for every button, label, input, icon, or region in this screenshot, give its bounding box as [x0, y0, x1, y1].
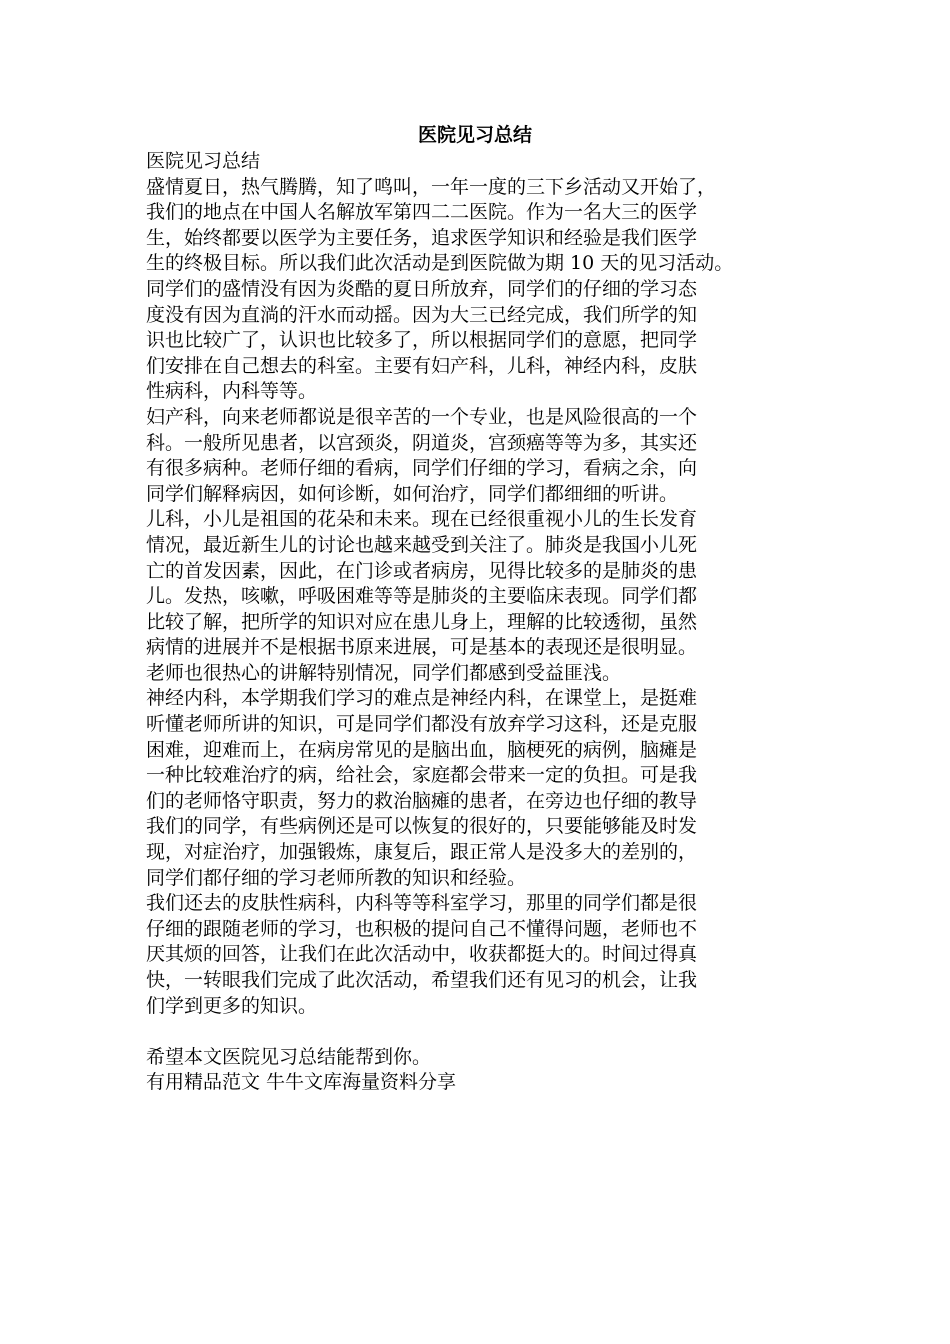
text-line: 们学到更多的知识。 — [146, 994, 318, 1017]
text-line: 性病科，内科等等。 — [146, 380, 318, 403]
text-line: 我们还去的皮肤性病科，内科等等科室学习，那里的同学们都是很 — [146, 892, 698, 915]
text-line: 生，始终都要以医学为主要任务，追求医学知识和经验是我们医学 — [146, 226, 698, 249]
text-line: 有很多病种。老师仔细的看病，同学们仔细的学习，看病之余，向 — [146, 457, 698, 480]
text-line: 病情的进展并不是根据书原来进展，可是基本的表现还是很明显。 — [146, 636, 698, 659]
text-line: 一种比较难治疗的病，给社会，家庭都会带来一定的负担。可是我 — [146, 764, 698, 787]
text-line: 妇产科，向来老师都说是很辛苦的一个专业，也是风险很高的一个 — [146, 405, 698, 428]
text-line: 医院见习总结 — [146, 150, 261, 172]
text-line: 盛情夏日，热气腾腾，知了鸣叫，一年一度的三下乡活动又开始了， — [146, 175, 717, 198]
text-line: 我们的地点在中国人名解放军第四二二医院。作为一名大三的医学 — [146, 201, 698, 224]
text-line: 同学们解释病因，如何诊断，如何治疗，同学们都细细的听讲。 — [146, 482, 679, 505]
blank-line — [146, 1019, 816, 1045]
text-line: 同学们的盛情没有因为炎酷的夏日所放弃，同学们的仔细的学习态 — [146, 277, 698, 300]
text-line: 困难，迎难而上，在病房常见的是脑出血，脑梗死的病例，脑瘫是 — [146, 738, 698, 761]
text-line: 比较了解，把所学的知识对应在患儿身上，理解的比较透彻，虽然 — [146, 610, 698, 633]
text-line: 神经内科，本学期我们学习的难点是神经内科，在课堂上，是挺难 — [146, 687, 698, 710]
text-line: 亡的首发因素，因此，在门诊或者病房，见得比较多的是肺炎的患 — [146, 559, 698, 582]
document-title: 医院见习总结 — [417, 124, 532, 146]
text-line: 度没有因为直淌的汗水而动摇。因为大三已经完成，我们所学的知 — [146, 303, 698, 326]
text-line: 们的老师恪守职责，努力的救治脑瘫的患者，在旁边也仔细的教导 — [146, 789, 698, 812]
text-line: 科。一般所见患者，以宫颈炎，阴道炎，宫颈癌等等为多，其实还 — [146, 431, 698, 454]
text-line: 希望本文医院见习总结能帮到你。 — [146, 1045, 432, 1068]
document-body — [146, 149, 816, 1096]
text-line: 们安排在自己想去的科室。主要有妇产科，儿科，神经内科，皮肤 — [146, 354, 698, 377]
text-line: 现，对症治疗，加强锻炼，康复后，跟正常人是没多大的差别的， — [146, 841, 698, 864]
text-line: 有用精品范文 牛牛文库海量资料分享 — [146, 1071, 457, 1094]
text-line: 情况，最近新生儿的讨论也越来越受到关注了。肺炎是我国小儿死 — [146, 533, 698, 556]
text-line: 生的终极目标。所以我们此次活动是到医院做为期 10 天的见习活动。 — [146, 252, 734, 275]
text-line: 听懂老师所讲的知识，可是同学们都没有放弃学习这科，还是克服 — [146, 713, 698, 736]
text-line: 快，一转眼我们完成了此次活动，希望我们还有见习的机会，让我 — [146, 969, 698, 991]
text-line: 同学们都仔细的学习老师所教的知识和经验。 — [146, 866, 527, 889]
text-line: 儿科，小儿是祖国的花朵和未来。现在已经很重视小儿的生长发育 — [146, 508, 698, 531]
text-line: 厌其烦的回答，让我们在此次活动中，收获都挺大的。时间过得真 — [146, 943, 698, 966]
text-line: 仔细的跟随老师的学习，也积极的提问自己不懂得问题，老师也不 — [146, 917, 698, 940]
text-line: 识也比较广了，认识也比较多了，所以根据同学们的意愿，把同学 — [146, 329, 698, 352]
text-line: 老师也很热心的讲解特别情况，同学们都感到受益匪浅。 — [146, 661, 622, 684]
text-line: 我们的同学，有些病例还是可以恢复的很好的，只要能够能及时发 — [146, 815, 698, 838]
text-line: 儿。发热，咳嗽，呼吸困难等等是肺炎的主要临床表现。同学们都 — [146, 585, 698, 608]
